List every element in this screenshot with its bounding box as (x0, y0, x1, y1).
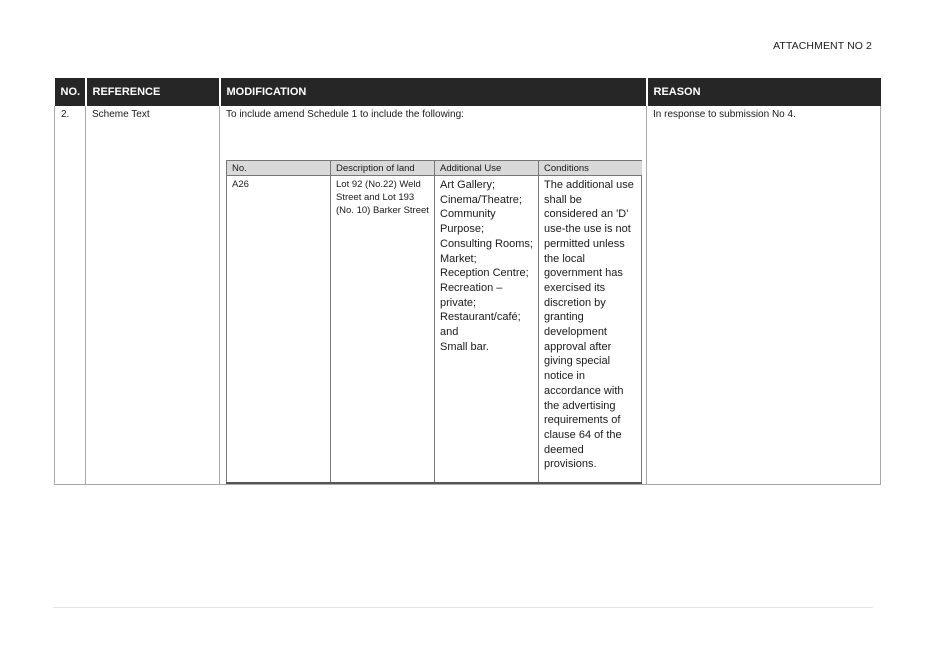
schedule-conditions: The additional use shall be considered an 'D' use-the use is not permitted unless the local government has exercised its discretion by granting development approval after giving special notice in accordance with the advertising requirements of clause 64 of the deemed provisions. (539, 176, 642, 484)
footer-divider (53, 607, 873, 608)
row-reason: In response to submission No 4. (647, 106, 881, 485)
schedule-header-row (227, 161, 642, 176)
schedule-no: A26 (227, 176, 331, 484)
additional-use-item: Restaurant/café; (440, 311, 521, 324)
header-no: NO. (55, 78, 86, 106)
additional-use-item: Market; (440, 252, 477, 265)
additional-use-item: Recreation – private; (440, 281, 503, 309)
header-reason: REASON (647, 78, 881, 106)
schedule-header-no: No. (227, 161, 331, 176)
row-modification (220, 106, 647, 485)
schedule-header-conditions: Conditions (539, 161, 642, 176)
schedule-description: Lot 92 (No.22) Weld Street and Lot 193 (No. 10) Barker Street (331, 176, 435, 484)
header-reference: REFERENCE (86, 78, 220, 106)
additional-use-item: Reception Centre; (440, 267, 529, 280)
row-reference: Scheme Text (86, 106, 220, 485)
modification-intro: To include amend Schedule 1 to include the following: (226, 109, 464, 120)
row-no: 2. (55, 106, 86, 485)
additional-use-item: Art Gallery; (440, 179, 496, 191)
header-modification: MODIFICATION (220, 78, 647, 106)
additional-use-item: Cinema/Theatre; (440, 193, 522, 206)
modification-table (54, 78, 881, 485)
table-row (55, 106, 881, 485)
additional-use-item: Small bar. (440, 340, 489, 353)
additional-use-item: and (440, 326, 459, 339)
table-header-row (55, 78, 881, 106)
additional-use-item: Community Purpose; (440, 208, 496, 236)
additional-use-item: Consulting Rooms; (440, 237, 533, 250)
schedule-table (226, 160, 642, 484)
schedule-row (227, 176, 642, 484)
attachment-label: ATTACHMENT NO 2 (773, 40, 872, 52)
schedule-header-description: Description of land (331, 161, 435, 176)
schedule-additional-use (435, 176, 539, 484)
schedule-header-additional-use: Additional Use (435, 161, 539, 176)
